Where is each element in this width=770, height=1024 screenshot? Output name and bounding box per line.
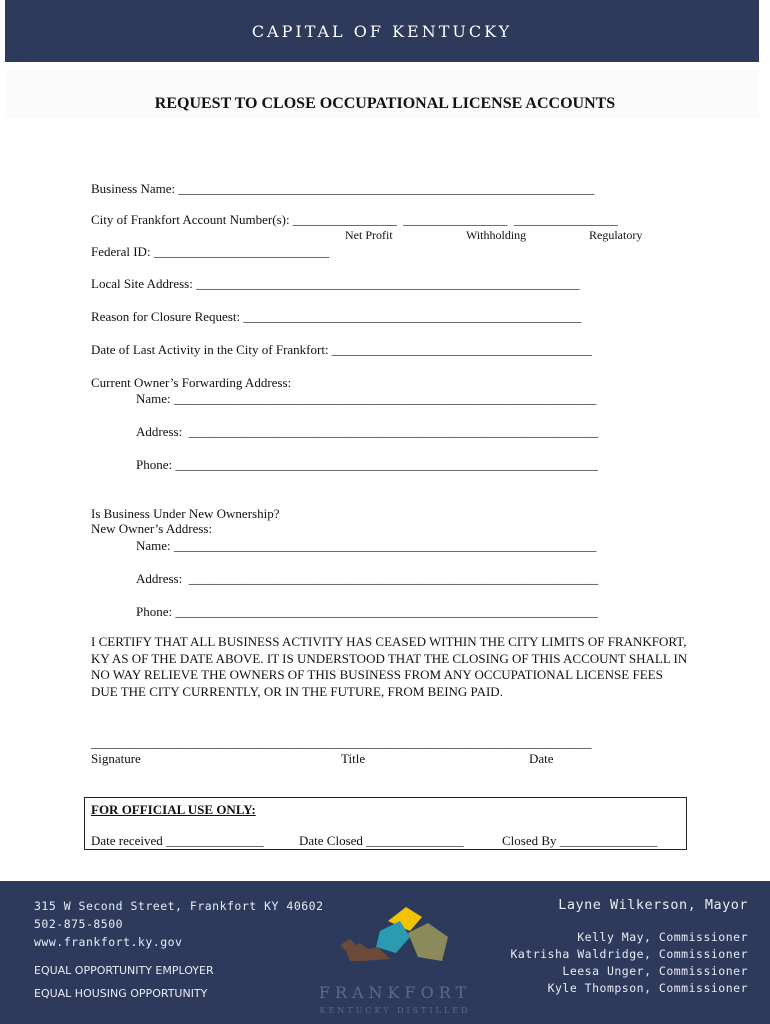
account-type-regulatory: Regulatory — [589, 228, 643, 242]
last-activity-date-field[interactable]: Date of Last Activity in the City of Frankfort: ________________________________________ — [91, 342, 592, 357]
certification-statement: I CERTIFY THAT ALL BUSINESS ACTIVITY HAS CEASED WITHIN THE CITY LIMITS OF FRANKFORT, KY AS OF THE DATE ABOVE. IT IS UNDERSTOOD THAT THE CLOSING OF THIS ACCOUNT SHALL IN NO WAY RELIEVE THE OWNERS OF THIS BUSINESS FROM ANY OCCUPATIONAL LICENSE FEES DUE THE CITY CURRENTLY, OR IN THE FUTURE, FROM BEING PAID. — [91, 634, 688, 699]
header-title: CAPITAL OF KENTUCKY — [251, 22, 513, 41]
date-received-field[interactable]: Date received _______________ — [91, 833, 264, 848]
date-closed-field[interactable]: Date Closed _______________ — [299, 833, 464, 848]
date-label: Date — [529, 751, 554, 766]
new-owner-name-field[interactable]: Name: _________________________________________________________________ — [136, 538, 597, 553]
forwarding-address-heading: Current Owner’s Forwarding Address: — [91, 375, 292, 390]
form-title: REQUEST TO CLOSE OCCUPATIONAL LICENSE ACCOUNTS — [154, 95, 616, 112]
logo-wordmark: FRANKFORT — [318, 983, 472, 1002]
commissioner-1: Kelly May, Commissioner — [577, 930, 748, 944]
frankfort-logo-mark-icon — [310, 901, 480, 986]
title-label: Title — [341, 751, 366, 766]
footer-mayor: Layne Wilkerson, Mayor — [558, 897, 748, 913]
business-name-field[interactable]: Business Name: ________________________________________________________________ — [91, 181, 595, 196]
account-type-withholding: Withholding — [466, 228, 527, 242]
new-owner-phone-field[interactable]: Phone: _________________________________________________________________ — [136, 604, 598, 619]
closed-by-field[interactable]: Closed By _______________ — [502, 833, 658, 848]
footer-equal-opportunity: EQUAL OPPORTUNITY EMPLOYER — [34, 964, 214, 977]
header-banner — [5, 0, 759, 62]
reason-for-closure-field[interactable]: Reason for Closure Request: ____________________________________________________ — [91, 309, 582, 324]
forwarding-name-field[interactable]: Name: _________________________________________________________________ — [136, 391, 597, 406]
signature-line[interactable]: _____________________________________________________________________________ — [91, 735, 592, 750]
forwarding-phone-field[interactable]: Phone: _________________________________________________________________ — [136, 457, 598, 472]
footer-equal-housing: EQUAL HOUSING OPPORTUNITY — [34, 987, 208, 1000]
official-use-box — [84, 797, 687, 850]
commissioner-4: Kyle Thompson, Commissioner — [547, 981, 748, 995]
commissioner-2: Katrisha Waldridge, Commissioner — [510, 947, 748, 961]
new-owner-heading: New Owner’s Address: — [91, 521, 213, 536]
federal-id-field[interactable]: Federal ID: ___________________________ — [91, 244, 330, 259]
new-ownership-question: Is Business Under New Ownership? — [91, 506, 280, 521]
footer-address: 315 W Second Street, Frankfort KY 40602 — [34, 899, 324, 913]
local-site-address-field[interactable]: Local Site Address: ___________________________________________________________ — [91, 276, 580, 291]
official-use-heading: FOR OFFICIAL USE ONLY: — [91, 802, 256, 817]
account-numbers-field[interactable]: City of Frankfort Account Number(s): ________________ ________________ ________________ — [91, 212, 618, 227]
footer-website[interactable]: www.frankfort.ky.gov — [34, 935, 183, 949]
logo-tagline: KENTUCKY DISTILLED — [319, 1006, 471, 1015]
forwarding-address-field[interactable]: Address: _______________________________________________________________ — [136, 424, 599, 439]
frankfort-logo — [310, 901, 480, 1015]
new-owner-address-field[interactable]: Address: _______________________________________________________________ — [136, 571, 599, 586]
commissioner-3: Leesa Unger, Commissioner — [562, 964, 748, 978]
footer-phone: 502-875-8500 — [34, 917, 124, 931]
footer — [0, 881, 770, 1024]
signature-label: Signature — [91, 751, 141, 766]
account-type-net-profit: Net Profit — [345, 228, 393, 242]
